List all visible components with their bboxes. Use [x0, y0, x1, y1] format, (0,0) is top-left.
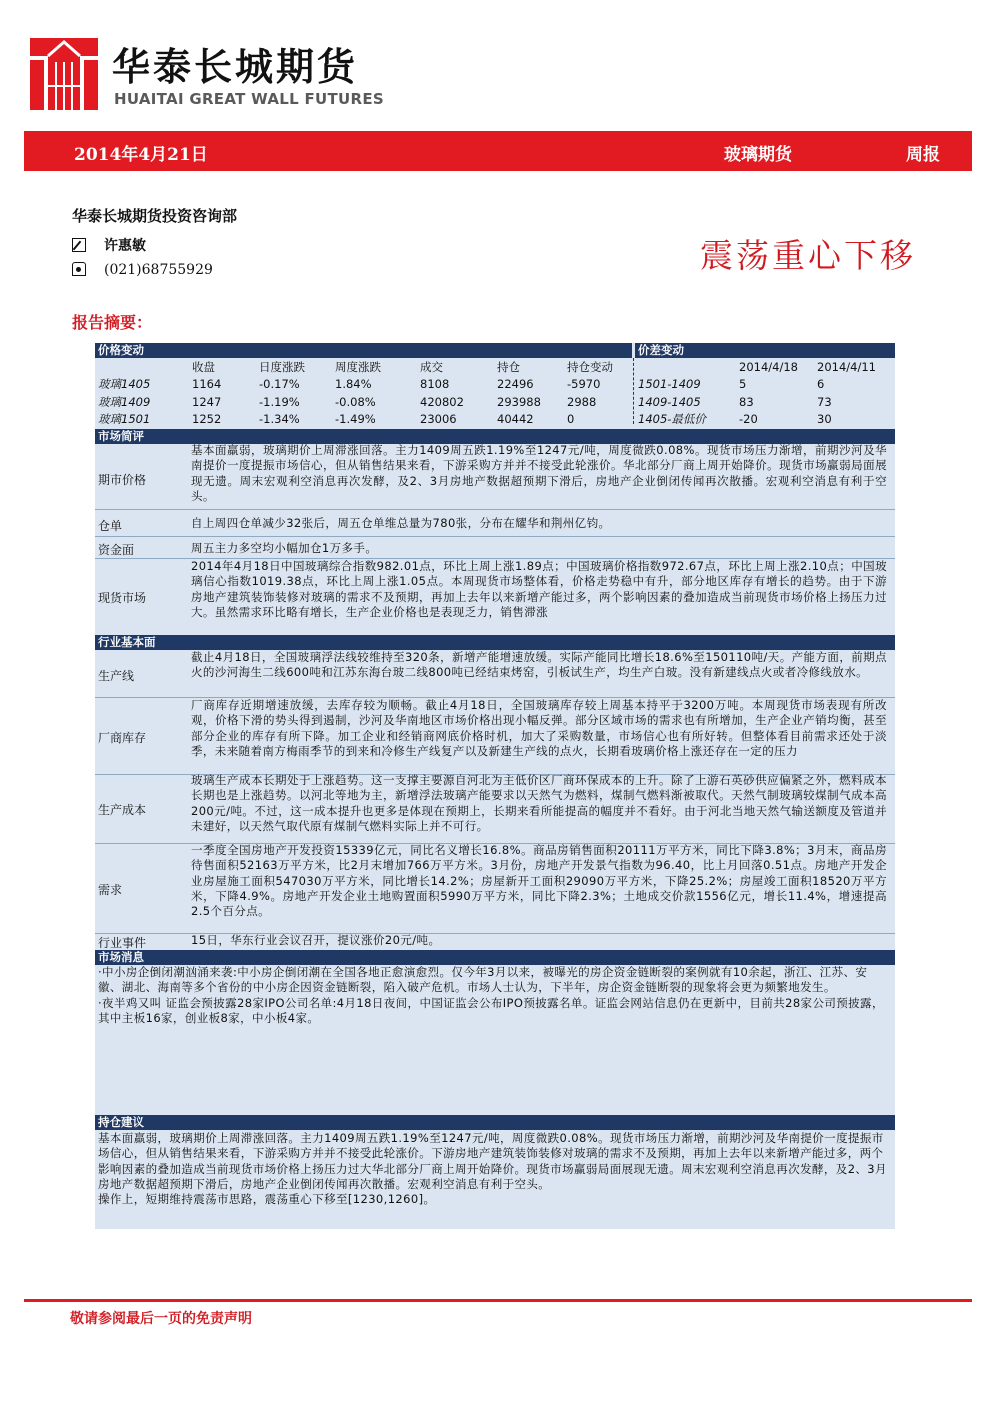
report-product: 玻璃期货	[724, 145, 792, 165]
section-text: 15日，华东行业会议召开，提议涨价20元/吨。	[191, 933, 441, 947]
spread-value: 83	[739, 395, 754, 409]
price-header-daily: 日度涨跌	[259, 360, 305, 374]
price-band: 价格变动	[95, 343, 632, 358]
close-value: 1252	[192, 412, 222, 426]
section-label: 仓单	[98, 519, 123, 533]
contract-name: 玻璃1405	[98, 377, 151, 391]
section-text: 截止4月18日，全国玻璃浮法线较维持至320条，新增产能增速放缓。实际产能同比增长18.6%至150110吨/天。产能方面，前期点火的沙河海生二线600吨和江苏东海台玻二线800吨已经结束烤窑，引板试生产，均生产白玻。没有新建线点火或者冷修线放水。	[191, 650, 887, 680]
advice-operation: 操作上，短期维持震荡市思路，震荡重心下移至[1230,1260]。	[98, 1192, 436, 1207]
volume: 23006	[420, 412, 457, 426]
section-label: 现货市场	[98, 591, 147, 605]
row-divider	[95, 536, 895, 537]
section-label: 需求	[98, 883, 123, 897]
contract-name: 玻璃1409	[98, 395, 151, 409]
spread-value-prev: 30	[817, 412, 832, 426]
company-logo	[30, 38, 98, 110]
news-band: 市场消息	[95, 950, 895, 965]
market-band: 市场简评	[95, 429, 895, 444]
author-row	[72, 235, 146, 255]
phone-number: (021)68755929	[104, 262, 213, 278]
price-header-close: 收盘	[192, 360, 215, 374]
pen-icon	[72, 238, 86, 252]
price-header-weekly: 周度涨跌	[335, 360, 381, 374]
volume: 420802	[420, 395, 464, 409]
daily-change: -1.19%	[259, 395, 300, 409]
advice-block	[98, 1131, 888, 1207]
advice-band: 持仓建议	[95, 1115, 895, 1130]
spread-name: 1405-最低价	[638, 412, 706, 426]
department: 华泰长城期货投资咨询部	[72, 207, 238, 225]
volume: 8108	[420, 377, 450, 391]
spread-value: 5	[739, 377, 747, 391]
section-label: 期市价格	[98, 473, 147, 487]
section-label: 厂商库存	[98, 731, 147, 745]
close-value: 1164	[192, 377, 222, 391]
spread-header-1: 2014/4/18	[739, 360, 798, 374]
close-value: 1247	[192, 395, 222, 409]
price-header-oi: 持仓	[497, 360, 520, 374]
phone-icon	[72, 262, 86, 276]
news-item: ·夜半鸡又叫 证监会预披露28家IPO公司名单:4月18日夜间，中国证监会公布IPO预披露名单。证监会网站信息仍在更新中，目前共28家公司预披露，其中主板16家，创业板8家，中小板4家。	[98, 995, 884, 1025]
daily-change: -0.17%	[259, 377, 300, 391]
open-interest: 22496	[497, 377, 534, 391]
section-label: 资金面	[98, 543, 135, 557]
advice-text: 基本面羸弱，玻璃期价上周滞涨回落。主力1409周五跌1.19%至1247元/吨，周度微跌0.08%。现货市场压力渐增，前期沙河及华南提价一度提振市场信心，但从销售结果来看，下游采购方并并不接受此轮涨价。下游房地产建筑装饰装修对玻璃的需求不及预期，再加上去年以来新增产能过多，两个影响因素的叠加造成当前现货市场价格上扬压力过大华北部分厂商上周开始降价。现货市场赢弱局面展现无遗。周末宏观利空消息再次发酵，及2、3月房地产数据超预期下滑后，房地产企业倒闭传闻再次散播。宏观利空消息有利于空头。	[98, 1131, 887, 1191]
industry-band: 行业基本面	[95, 635, 895, 650]
summary-title: 报告摘要：	[72, 313, 153, 332]
spread-name: 1409-1405	[638, 395, 701, 409]
spread-name: 1501-1409	[638, 377, 701, 391]
section-text: 自上周四仓单减少32张后，周五仓单维总量为780张，分布在耀华和荆州亿钧。	[191, 516, 611, 530]
brand-name-en: HUAITAI GREAT WALL FUTURES	[114, 90, 385, 108]
weekly-change: -0.08%	[335, 395, 376, 409]
report-header-bar	[24, 131, 972, 171]
author-name: 许惠敏	[104, 238, 146, 254]
oi-change: 2988	[567, 395, 597, 409]
headline: 震荡重心下移	[700, 236, 916, 275]
row-divider	[95, 509, 895, 510]
daily-change: -1.34%	[259, 412, 300, 426]
section-label: 生产成本	[98, 803, 147, 817]
news-item: ·中小房企倒闭潮汹涌来袭:中小房企倒闭潮在全国各地正愈演愈烈。仅今年3月以来，被曝光的房企资金链断裂的案例就有10余起，浙江、江苏、安徽、湖北、海南等多个省份的中小房企因资金链断裂，陷入破产危机。市场人士认为，下半年，房企资金链断裂的现象将会更为频繁地发生。	[98, 965, 868, 995]
disclaimer-note: 敬请参阅最后一页的免责声明	[70, 1311, 252, 1327]
spread-header-2: 2014/4/11	[817, 360, 876, 374]
price-header-oi-chg: 持仓变动	[567, 360, 613, 374]
spread-band: 价差变动	[635, 343, 895, 358]
oi-change: -5970	[567, 377, 601, 391]
section-text: 玻璃生产成本长期处于上涨趋势。这一支撑主要源自河北为主低价区厂商环保成本的上升。除了上游石英砂供应偏紧之外，燃料成本长期也是上涨趋势。以河北等地为主，新增浮法玻璃产能要求以天然气为燃料，煤制气燃料渐被取代。天然气制玻璃较煤制气成本高200元/吨。不过，这一成本提升也更多是体现在预期上，长期来看所能提高的幅度并不看好。由于河北当地天然气输送额度及管道并未建好，以天然气取代原有煤制气燃料实际上并不可行。	[191, 773, 887, 833]
weekly-change: -1.49%	[335, 412, 376, 426]
spread-value-prev: 6	[817, 377, 825, 391]
news-list	[98, 965, 888, 1026]
open-interest: 293988	[497, 395, 541, 409]
open-interest: 40442	[497, 412, 534, 426]
price-header-volume: 成交	[420, 360, 443, 374]
oi-change: 0	[567, 412, 575, 426]
report-table	[95, 343, 895, 1229]
spread-value: -20	[739, 412, 758, 426]
column-divider	[633, 358, 634, 424]
section-text: 基本面羸弱，玻璃期价上周滞涨回落。主力1409周五跌1.19%至1247元/吨，周度微跌0.08%。现货市场压力渐增，前期沙河及华南提价一度提振市场信心，但从销售结果来看，下游采购方并并不接受此轮涨价。华北部分厂商上周开始降价。现货市场赢弱局面展现无遗。周末宏观利空消息再次发酵，及2、3月房地产数据超预期下滑后，房地产企业倒闭传闻再次散播。宏观利空消息有利于空头。	[191, 443, 887, 503]
section-text: 2014年4月18日中国玻璃综合指数982.01点，环比上周上涨1.89点；中国玻璃价格指数972.67点，环比上周上涨2.10点；中国玻璃信心指数1019.38点，环比上周上涨1.05点。本周现货市场整体看，价格走势稳中有升，部分地区库存有增长的趋势。由于下游房地产建筑装饰装修对玻璃的需求不及预期，再加上去年以来新增产能过多，两个影响因素的叠加造成当前现货市场价格上扬压力过大。虽然需求环比略有增长，生产企业价格也是表现乏力，销售滞涨	[191, 559, 887, 619]
section-label: 生产线	[98, 669, 135, 683]
section-label: 行业事件	[98, 936, 147, 950]
footer-divider	[24, 1299, 972, 1302]
section-text: 周五主力多空均小幅加仓1万多手。	[191, 541, 378, 555]
contract-name: 玻璃1501	[98, 412, 151, 426]
section-text: 厂商库存近期增速放缓，去库存较为顺畅。截止4月18日，全国玻璃库存较上周基本持平于3200万吨。本周现货市场表现有所改观，价格下滑的势头得到遏制，沙河及华南地区市场价格出现小幅反弹。部分区域市场的需求也有所增加，生产企业产销均衡，甚至部分企业的库存有所下降。加工企业和经销商网底价格时机，加大了采购数量，市场信心也有所好转。但整体看目前需求还处于淡季，未来随着南方梅雨季节的到来和冷修生产线复产以及新建生产线的点火，长期看玻璃价格上涨还存在一定的压力	[191, 698, 887, 758]
phone-row	[72, 262, 213, 278]
section-text: 一季度全国房地产开发投资15339亿元，同比名义增长16.8%。商品房销售面积20111万平方米，同比下降3.8%；3月末，商品房待售面积52163万平方米，比2月末增加766万平方米。3月份，房地产开发景气指数为96.40，比上月回落0.51点。房地产开发企业房屋施工面积547030万平方米，同比增长14.2%；房屋新开工面积29090万平方米，下降25.2%；房屋竣工面积18520万平方米，下降4.9%。房地产开发企业土地购置面积5990万平方米，同比下降2.3%；土地成交价款1556亿元，增长11.4%，增速提高2.5个百分点。	[191, 843, 887, 919]
weekly-change: 1.84%	[335, 377, 372, 391]
report-date: 2014年4月21日	[74, 145, 208, 165]
spread-value-prev: 73	[817, 395, 832, 409]
brand-name-cn: 华泰长城期货	[112, 45, 359, 89]
report-type: 周报	[906, 145, 940, 165]
